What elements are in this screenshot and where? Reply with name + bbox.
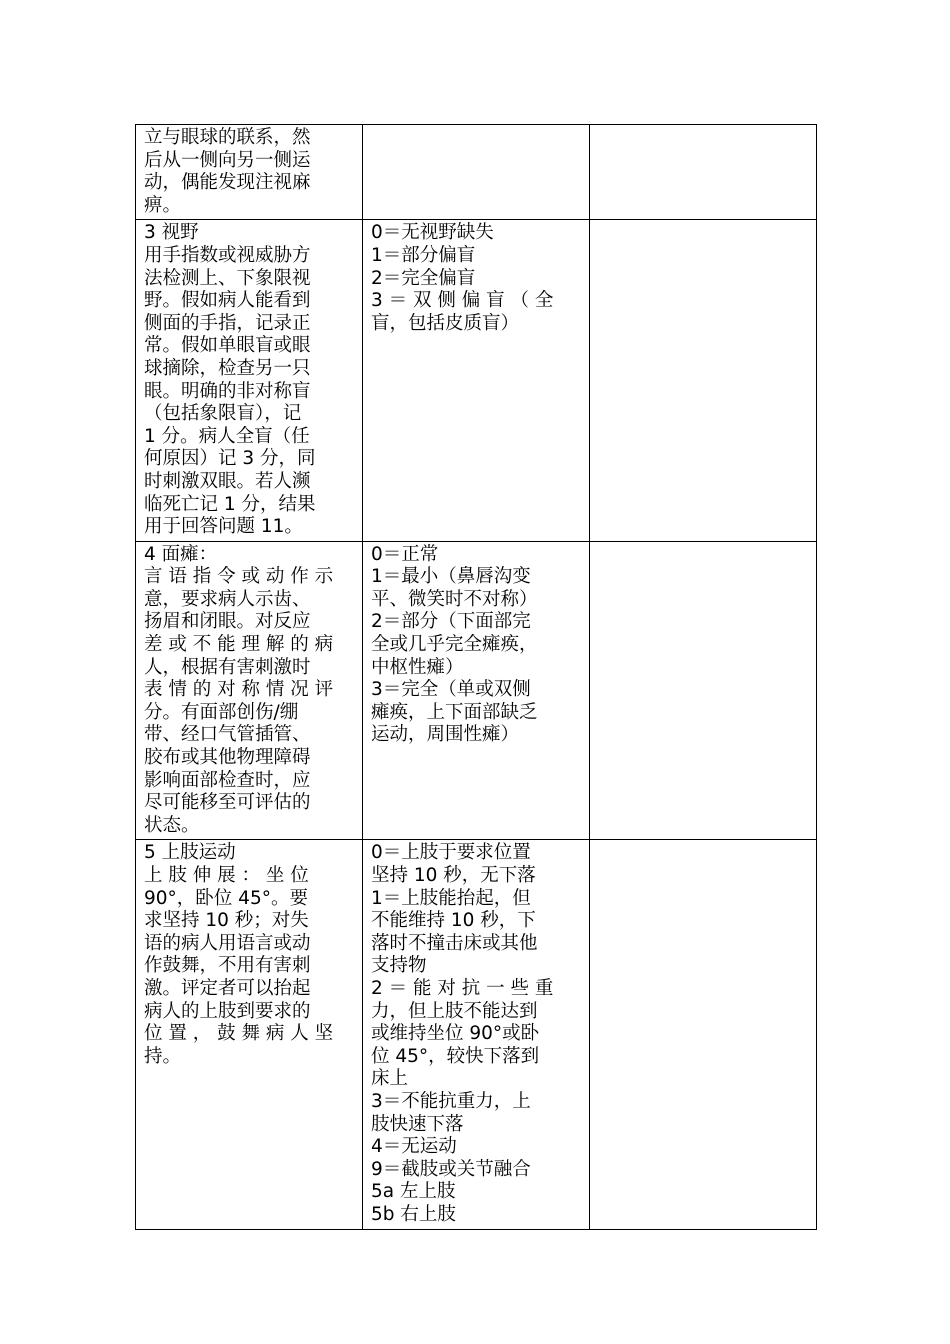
table-row — [136, 541, 817, 840]
item-text-line: 差 或 不 能 理 解 的 病 — [144, 634, 334, 656]
item-text-line: 表 情 的 对 称 情 况 评 — [144, 679, 334, 701]
score-entry-cell — [590, 541, 817, 840]
item-text-line: 后从一侧向另一侧运 — [144, 149, 311, 171]
score-line: 0＝正常 — [371, 543, 439, 565]
item-title: 5 上肢运动 — [144, 842, 236, 864]
item-text-line: 意，要求病人示齿、 — [144, 588, 311, 610]
item-text-line: 90°，卧位 45°。要 — [144, 887, 308, 909]
item-text-line: 常。假如单眼盲或眼 — [144, 335, 311, 357]
item-description-cell — [136, 541, 363, 840]
item-text-line: 作鼓舞，不用有害刺 — [144, 955, 311, 977]
score-criteria-cell — [363, 840, 590, 1229]
item-text-line: 球摘除，检查另一只 — [144, 357, 311, 379]
table-body — [136, 125, 817, 1230]
score-line: 3＝不能抗重力，上 — [371, 1090, 531, 1112]
item-description-cell — [136, 125, 363, 220]
score-criteria-cell — [363, 541, 590, 840]
item-text-line: （包括象限盲），记 — [144, 403, 302, 425]
item-text-line: 痹。 — [144, 194, 182, 216]
score-line: 2＝部分（下面部完 — [371, 611, 531, 633]
item-text-line: 动，偶能发现注视麻 — [144, 172, 311, 194]
score-line: 3 ＝ 双 侧 偏 盲 （ 全 — [371, 290, 554, 312]
score-line: 1＝最小（鼻唇沟变 — [371, 566, 531, 588]
score-line: 0＝无视野缺失 — [371, 222, 494, 244]
score-criteria-cell — [363, 220, 590, 541]
item-text-line: 用于回答问题 11。 — [144, 516, 303, 538]
score-line: 力，但上肢不能达到 — [371, 1000, 538, 1022]
score-line: 1＝部分偏盲 — [371, 244, 476, 266]
score-line: 4＝无运动 — [371, 1136, 457, 1158]
nihss-assessment-table — [135, 124, 817, 1230]
score-criteria-cell — [363, 125, 590, 220]
score-line: 盲，包括皮质盲） — [371, 312, 520, 334]
score-line: 0＝上肢于要求位置 — [371, 842, 531, 864]
score-line: 不能维持 10 秒，下 — [371, 910, 536, 932]
item-text-line: 眼。明确的非对称盲 — [144, 380, 311, 402]
item-text-line: 法检测上、下象限视 — [144, 267, 311, 289]
item-title: 3 视野 — [144, 222, 199, 244]
item-text-line: 影响面部检查时，应 — [144, 769, 311, 791]
item-text-line: 语的病人用语言或动 — [144, 932, 311, 954]
score-line: 1＝上肢能抬起，但 — [371, 887, 531, 909]
item-text-line: 上 肢 伸 展 ： 坐 位 — [144, 865, 309, 886]
score-line: 瘫痪，上下面部缺乏 — [371, 701, 538, 723]
item-text-line: 言 语 指 令 或 动 作 示 — [144, 566, 334, 588]
score-line: 2 ＝ 能 对 抗 一 些 重 — [371, 977, 554, 999]
item-text-line: 用手指数或视威胁方 — [144, 244, 311, 266]
score-line: 床上 — [371, 1068, 409, 1090]
item-text-line: 扬眉和闭眼。对反应 — [144, 611, 311, 633]
item-text-line: 位 置 ， 鼓 舞 病 人 坚 — [144, 1023, 334, 1045]
score-line: 肢快速下落 — [371, 1113, 464, 1135]
score-entry-cell — [590, 125, 817, 220]
item-text-line: 尽可能移至可评估的 — [144, 792, 311, 814]
score-line: 2＝完全偏盲 — [371, 267, 476, 289]
item-text-line: 何原因）记 3 分，同 — [144, 448, 316, 470]
score-line: 运动，周围性瘫） — [371, 724, 520, 746]
item-text-line: 求坚持 10 秒；对失 — [144, 910, 309, 932]
table-row — [136, 840, 817, 1229]
score-line: 平、微笑时不对称） — [371, 588, 538, 610]
item-text-line: 分。有面部创伤/绷 — [144, 701, 299, 723]
table-row — [136, 220, 817, 541]
score-entry-cell — [590, 840, 817, 1229]
item-text-line: 病人的上肢到要求的 — [144, 1000, 311, 1022]
item-text-line: 带、经口气管插管、 — [144, 724, 311, 746]
score-line: 5a 左上肢 — [371, 1181, 456, 1203]
item-description-cell — [136, 840, 363, 1229]
score-line: 落时不撞击床或其他 — [371, 932, 538, 954]
score-line: 或维持坐位 90°或卧 — [371, 1023, 540, 1045]
item-text-line: 人，根据有害刺激时 — [144, 656, 311, 678]
item-text-line: 胶布或其他物理障碍 — [144, 747, 311, 769]
item-text-line: 状态。 — [144, 814, 200, 836]
item-description-cell — [136, 220, 363, 541]
score-line: 9＝截肢或关节融合 — [371, 1158, 531, 1180]
score-line: 位 45°，较快下落到 — [371, 1045, 540, 1067]
item-text-line: 立与眼球的联系，然 — [144, 127, 311, 148]
score-line: 支持物 — [371, 955, 427, 977]
item-text-line: 1 分。病人全盲（任 — [144, 425, 310, 447]
table-row — [136, 125, 817, 220]
item-text-line: 持。 — [144, 1045, 182, 1067]
score-entry-cell — [590, 220, 817, 541]
item-text-line: 侧面的手指，记录正 — [144, 312, 311, 334]
item-text-line: 临死亡记 1 分，结果 — [144, 493, 316, 515]
item-title: 4 面瘫： — [144, 543, 218, 565]
item-text-line: 激。评定者可以抬起 — [144, 977, 311, 999]
item-text-line: 野。假如病人能看到 — [144, 290, 311, 312]
score-line: 5b 右上肢 — [371, 1203, 456, 1225]
item-text-line: 时刺激双眼。若人濒 — [144, 470, 311, 492]
score-line: 坚持 10 秒，无下落 — [371, 865, 536, 886]
score-line: 中枢性瘫） — [371, 656, 464, 678]
score-line: 全或几乎完全瘫痪， — [371, 634, 538, 656]
score-line: 3＝完全（单或双侧 — [371, 679, 531, 701]
